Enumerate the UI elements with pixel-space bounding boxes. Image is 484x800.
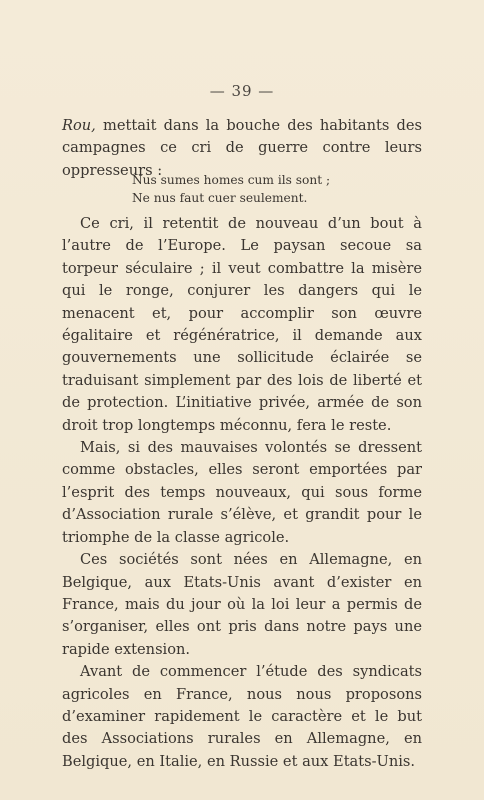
main-text	[62, 213, 422, 773]
author-name: Rou,	[62, 117, 96, 134]
page-number: — 39 —	[209, 82, 275, 100]
verse-quote	[132, 171, 392, 207]
verse-line: Ne nus faut cuer seulement.	[132, 191, 308, 205]
paragraph: Avant de commencer l’étude des syndicats agricoles en France, nous nous proposons d’examiner rapidement le caractère et le but des Associations rurales en Allemagne, en Belgique, en Italie, en Russie et aux Etats-Unis.	[62, 663, 422, 770]
intro-text: mettait dans la bouche des habitants des campagnes ce cri de guerre contre leurs oppresseurs :	[62, 117, 422, 179]
paragraph: Mais, si des mauvaises volontés se dressent comme obstacles, elles seront emportées par l’esprit des temps nouveaux, qui sous forme d’Association rurale s’élève, et grandit pour le triomphe de la classe agricole.	[62, 439, 422, 546]
verse-line: Nus sumes homes cum ils sont ;	[132, 173, 331, 187]
paragraph: Ces sociétés sont nées en Allemagne, en Belgique, aux Etats-Unis avant d’exister en France, mais du jour où la loi leur a permis de s’organiser, elles ont pris dans notre pays une rapide extension.	[62, 551, 422, 658]
paragraph: Ce cri, il retentit de nouveau d’un bout à l’autre de l’Europe. Le paysan secoue sa torpeur séculaire ; il veut combattre la misère qui le ronge, conjurer les dangers qui le menacent et, pour accomplir son œuvre égalitaire et régénératrice, il demande aux gouvernements une sollicitude éclairée se traduisant simplement par des lois de liberté et de protection. L’initiative privée, armée de son droit trop longtemps méconnu, fera le reste.	[62, 215, 422, 434]
